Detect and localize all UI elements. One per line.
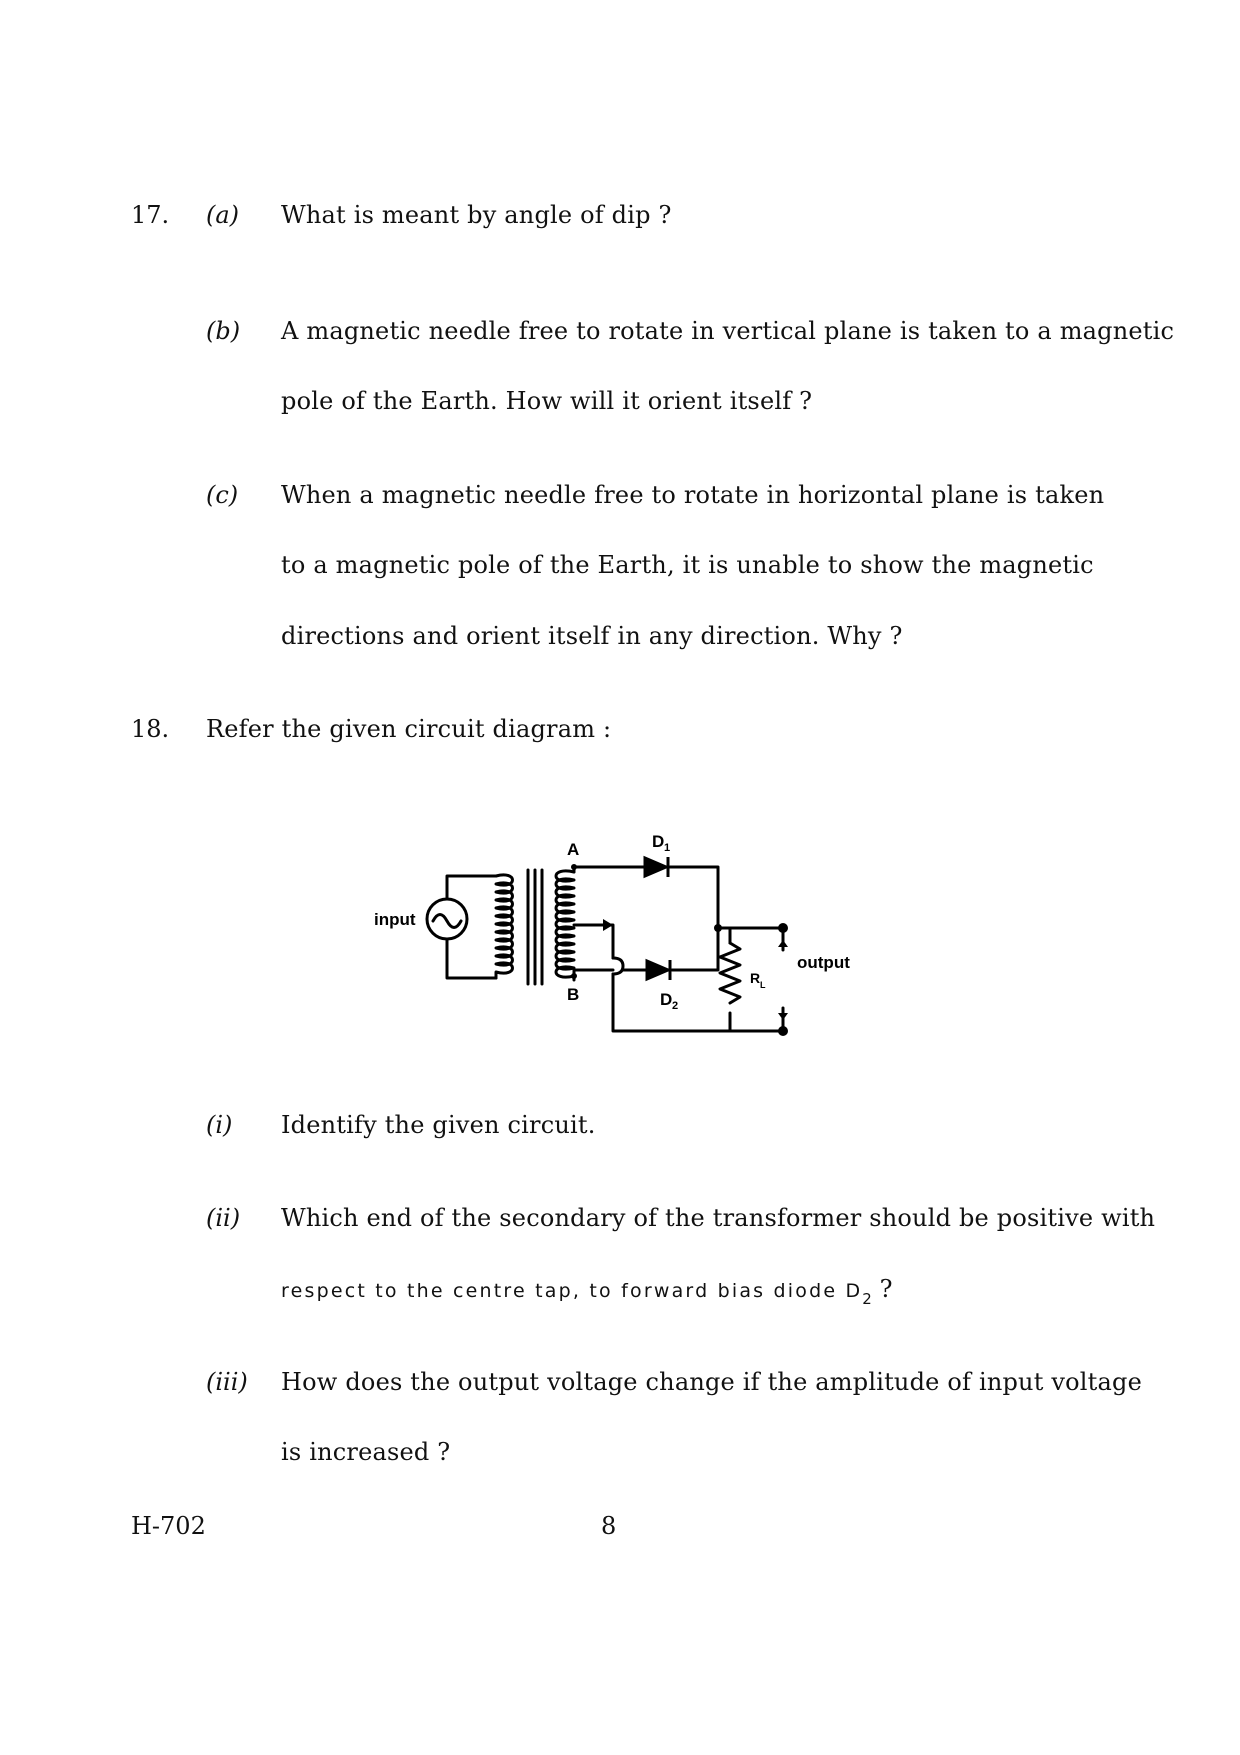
wire-a-to-d1 (574, 867, 645, 872)
q18-part-i-label: (i) (206, 1111, 233, 1139)
load-resistor-zigzag (720, 943, 740, 1003)
wire-d1-to-junction (670, 867, 718, 928)
page-number: 8 (601, 1512, 617, 1540)
q18-part-ii-line1: Which end of the secondary of the transformer should be positive with (281, 1204, 1156, 1232)
centre-tap-wire (574, 925, 613, 958)
output-terminal-top (778, 923, 788, 933)
primary-coil (496, 875, 513, 978)
load-resistor-label: R (750, 970, 761, 986)
terminal-b-dot (571, 973, 577, 979)
primary-top-wire (447, 876, 496, 898)
ac-source-wave (433, 915, 461, 928)
wire-crossover (613, 958, 623, 974)
output-arrowhead-bottom (778, 1013, 788, 1020)
q17-part-b-line1: A magnetic needle free to rotate in vertical plane is taken to a magnetic (281, 317, 1175, 345)
q17-part-c-line1: When a magnetic needle free to rotate in horizontal plane is taken (281, 481, 1105, 509)
q17-part-b-label: (b) (206, 317, 241, 345)
q18-part-iii-line2: is increased ? (281, 1438, 451, 1466)
circuit-diagram (360, 800, 880, 1050)
q18-part-ii-subscript: 2 (862, 1290, 872, 1308)
q18-part-ii-line2 (281, 1274, 893, 1307)
q17-part-a-label: (a) (206, 201, 240, 229)
q18-part-ii-line2-end: ? (871, 1275, 893, 1303)
q18-part-i-text: Identify the given circuit. (281, 1111, 596, 1139)
q18-intro: Refer the given circuit diagram : (206, 715, 612, 743)
q17-part-c-line2: to a magnetic pole of the Earth, it is unable to show the magnetic (281, 551, 1094, 579)
diode-d1-label: D (652, 832, 665, 851)
diode-d2-symbol (647, 961, 668, 979)
terminal-a-dot (571, 864, 577, 870)
junction-dot (714, 924, 722, 932)
question-number-17: 17. (131, 201, 170, 229)
output-arrowhead-top (778, 940, 788, 947)
wire-b (574, 970, 613, 976)
question-number-18: 18. (131, 715, 170, 743)
wire-d2-to-junction (672, 928, 718, 970)
terminal-b-label: B (567, 985, 580, 1004)
q18-part-ii-label: (ii) (206, 1204, 241, 1232)
q17-part-c-line3: directions and orient itself in any direction. Why ? (281, 622, 903, 650)
q18-part-ii-line2-text: respect to the centre tap, to forward bias diode D (281, 1280, 863, 1302)
q17-part-b-line2: pole of the Earth. How will it orient itself ? (281, 387, 813, 415)
q18-part-iii-label: (iii) (206, 1368, 248, 1396)
diode-d2-subscript: 2 (672, 1000, 679, 1012)
diode-d2-label: D (660, 990, 673, 1009)
output-label: output (797, 953, 850, 972)
q17-part-a-text: What is meant by angle of dip ? (281, 201, 672, 229)
paper-code: H-702 (131, 1512, 206, 1540)
diode-d1-subscript: 1 (664, 842, 671, 854)
load-resistor-subscript: L (760, 980, 766, 990)
primary-bottom-wire (447, 940, 496, 978)
output-terminal-bottom (778, 1026, 788, 1036)
input-label: input (374, 910, 416, 929)
q18-part-iii-line1: How does the output voltage change if the amplitude of input voltage (281, 1368, 1142, 1396)
secondary-coil (556, 871, 574, 980)
diode-d1-symbol (645, 858, 666, 876)
q17-part-c-label: (c) (206, 481, 239, 509)
terminal-a-label: A (567, 840, 580, 859)
